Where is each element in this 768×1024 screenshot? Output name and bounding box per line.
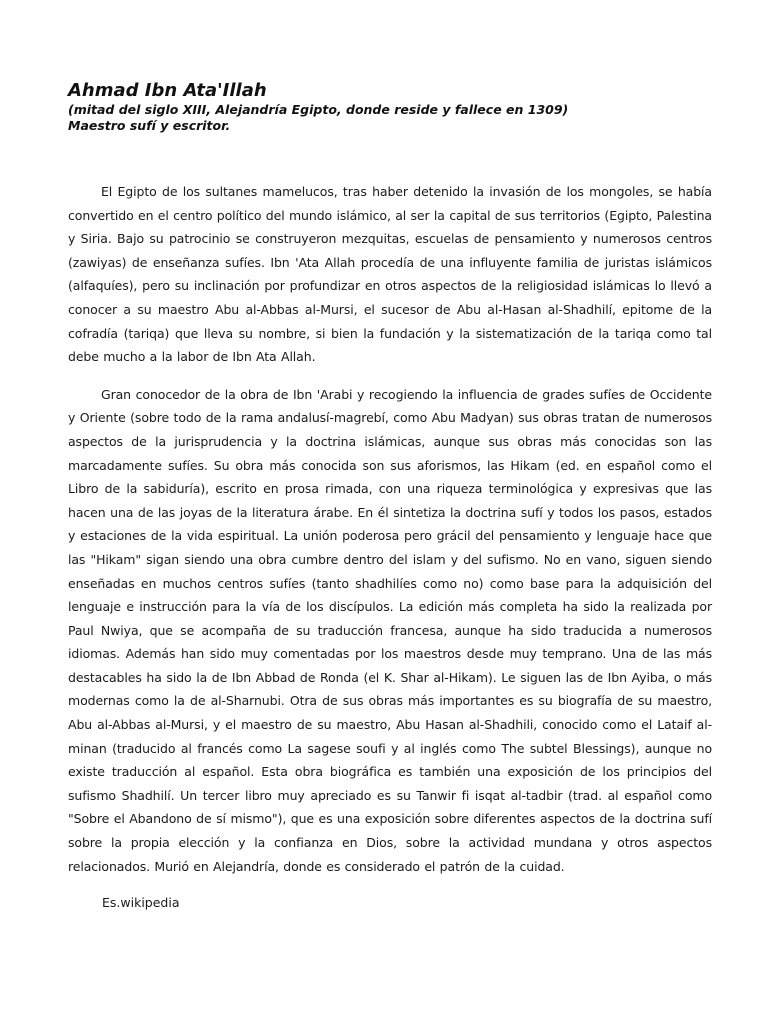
- document-page: [68, 80, 712, 914]
- paragraph-1: El Egipto de los sultanes mamelucos, tras haber detenido la invasión de los mongoles, se había convertido en el centro político del mundo islámico, al ser la capital de sus territorios (Egipto, Palestina y Siria. Bajo su patrocinio se construyeron mezquitas, escuelas de pensamiento y numerosos centros (zawiyas) de enseñanza sufíes. Ibn 'Ata Allah procedía de una influyente familia de juristas islámicos (alfaquíes), pero su inclinación por profundizar en otros aspectos de la religiosidad islámicas lo llevó a conocer a su maestro Abu al-Abbas al-Mursi, el sucesor de Abu al-Hasan al-Shadhilí, epitome de la cofradía (tariqa) que lleva su nombre, si bien la fundación y la sistematización de la tariqa como tal debe mucho a la labor de Ibn Ata Allah.: [68, 184, 712, 365]
- document-subtitle-dates: (mitad del siglo XIII, Alejandría Egipto, donde reside y fallece en 1309): [68, 102, 569, 117]
- source-attribution: Es.wikipedia: [102, 895, 180, 911]
- document-title: Ahmad Ibn Ata'Illah: [68, 80, 267, 101]
- paragraph-2: Gran conocedor de la obra de Ibn 'Arabi y recogiendo la influencia de grades sufíes de Occidente y Oriente (sobre todo de la rama andalusí-magrebí, como Abu Madyan) sus obras tratan de numerosos aspectos de la jurisprudencia y la doctrina islámicas, aunque sus obras más conocidas son las marcadamente sufíes. Su obra más conocida son sus aforismos, las Hikam (ed. en español como el Libro de la sabiduría), escrito en prosa rimada, con una riqueza terminológica y expresivas que las hacen una de las joyas de la literatura árabe. En él sintetiza la doctrina sufí y todos los pasos, estados y estaciones de la vida espiritual. La unión poderosa pero grácil del pensamiento y lenguaje hace que las "Hikam" sigan siendo una obra cumbre dentro del islam y del sufismo. No en vano, siguen siendo enseñadas en muchos centros sufíes (tanto shadhilíes como no) como base para la adquisición del lenguaje e instrucción para la vía de los discípulos. La edición más completa ha sido la realizada por Paul Nwiya, que se acompaña de su traducción francesa, aunque ha sido traducida a numerosos idiomas. Además han sido muy comentadas por los maestros desde muy temprano. Una de las más destacables ha sido la de Ibn Abbad de Ronda (el K. Shar al-Hikam). Le siguen las de Ibn Ayiba, o más modernas como la de al-Sharnubi. Otra de sus obras más importantes es su biografía de su maestro, Abu al-Abbas al-Mursi, y el maestro de su maestro, Abu Hasan al-Shadhili, conocido como el Lataif al-minan (traducido al francés como La sagese soufi y al inglés como The subtel Blessings), aunque no existe traducción al español. Esta obra biográfica es también una exposición de los principios del sufismo Shadhilí. Un tercer libro muy apreciado es su Tanwir fi isqat al-tadbir (trad. al español como "Sobre el Abandono de sí mismo"), que es una exposición sobre diferentes aspectos de la doctrina sufí sobre la propia elección y la confianza en Dios, sobre la actividad mundana y otros aspectos relacionados. Murió en Alejandría, donde es considerado el patrón de la cuidad.: [68, 386, 712, 874]
- document-body: [68, 180, 712, 914]
- document-subtitle-role: Maestro sufí y escritor.: [68, 118, 231, 133]
